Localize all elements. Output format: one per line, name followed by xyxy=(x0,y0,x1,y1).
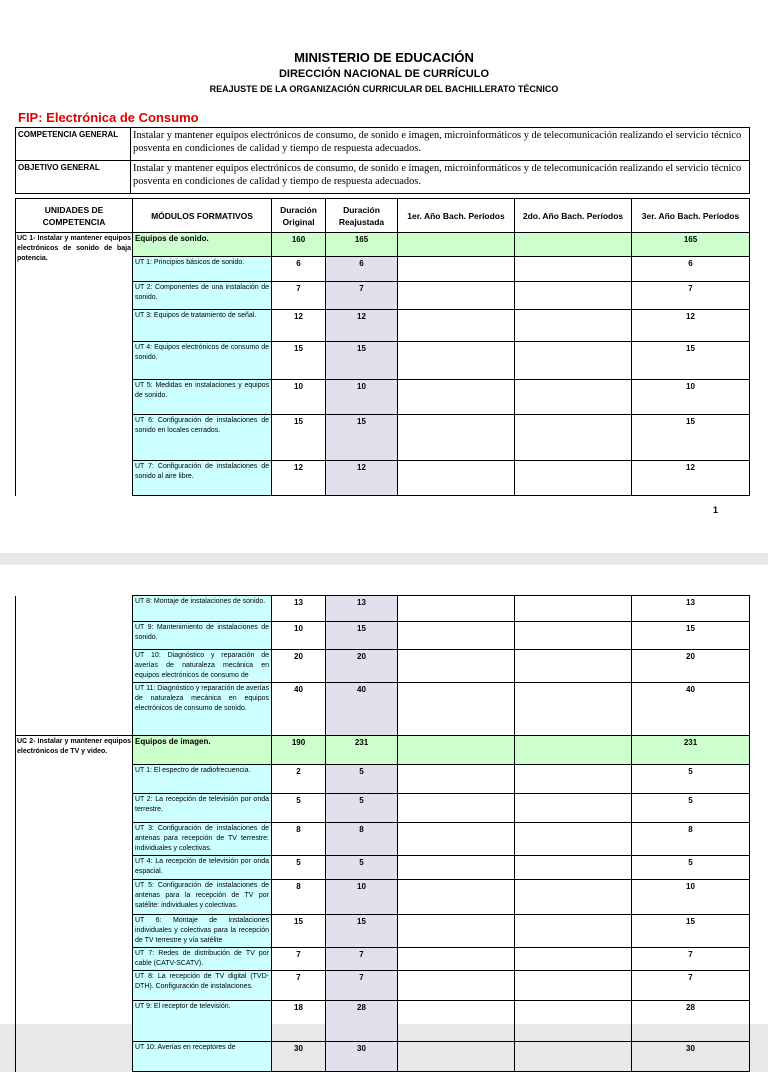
competencia-label: COMPETENCIA GENERAL xyxy=(16,128,131,161)
unit-rea: 10 xyxy=(326,380,398,415)
module-y3: 165 xyxy=(632,233,750,257)
unit-y2 xyxy=(515,380,632,415)
unit-y2 xyxy=(515,415,632,461)
page-number: 1 xyxy=(712,505,718,515)
unit-y2 xyxy=(515,971,632,1001)
unit-y3: 8 xyxy=(632,823,750,856)
unit-y3: 7 xyxy=(632,948,750,971)
unit-rea: 13 xyxy=(326,596,398,622)
unit-y2 xyxy=(515,650,632,683)
document-subtitle: REAJUSTE DE LA ORGANIZACIÓN CURRICULAR DEL BACHILLERATO TÉCNICO xyxy=(209,84,559,94)
unit-name: UT 5: Configuración de instalaciones de antenas para la recepción de TV por satélite: individuales y colectivas. xyxy=(133,880,272,915)
unit-y1 xyxy=(398,823,515,856)
unit-y2 xyxy=(515,948,632,971)
unit-y3: 5 xyxy=(632,856,750,880)
unit-name: UT 7: Redes de distribución de TV por cable (CATV-SCATV). xyxy=(133,948,272,971)
unit-row xyxy=(16,596,750,622)
objetivo-text: Instalar y mantener equipos electrónicos de consumo, de sonido e imagen, microinformáticos y de telecomunicación realizando el servicio técnico posventa en condiciones de calidad y tiempo de respuesta adecuados. xyxy=(131,161,750,194)
unit-name: UT 10: Averías en receptores de xyxy=(133,1042,272,1072)
unit-y2 xyxy=(515,794,632,823)
module-name: Equipos de sonido. xyxy=(133,233,272,257)
unit-orig: 7 xyxy=(272,971,326,1001)
unit-orig: 30 xyxy=(272,1042,326,1072)
unit-y1 xyxy=(398,342,515,380)
unit-name: UT 6: Configuración de instalaciones de sonido en locales cerrados. xyxy=(133,415,272,461)
uc-label: UC 2- Instalar y mantener equipos electrónicos de TV y video. xyxy=(16,736,133,1072)
module-name: Equipos de imagen. xyxy=(133,736,272,765)
col-header-y3: 3er. Año Bach. Períodos xyxy=(632,199,750,233)
competencia-row xyxy=(16,128,750,161)
unit-orig: 10 xyxy=(272,622,326,650)
module-y1 xyxy=(398,736,515,765)
unit-y1 xyxy=(398,794,515,823)
unit-y2 xyxy=(515,1042,632,1072)
unit-rea: 28 xyxy=(326,1001,398,1042)
unit-y2 xyxy=(515,1001,632,1042)
unit-y3: 7 xyxy=(632,971,750,1001)
unit-name: UT 7: Configuración de instalaciones de sonido al aire libre. xyxy=(133,461,272,496)
unit-y1 xyxy=(398,948,515,971)
objetivo-label: OBJETIVO GENERAL xyxy=(16,161,131,194)
unit-rea: 12 xyxy=(326,310,398,342)
unit-y2 xyxy=(515,461,632,496)
unit-y1 xyxy=(398,282,515,310)
unit-name: UT 8: Montaje de instalaciones de sonido. xyxy=(133,596,272,622)
unit-orig: 20 xyxy=(272,650,326,683)
module-y2 xyxy=(515,736,632,765)
unit-y3: 13 xyxy=(632,596,750,622)
unit-y1 xyxy=(398,380,515,415)
module-row xyxy=(16,736,750,765)
unit-y2 xyxy=(515,856,632,880)
unit-y1 xyxy=(398,880,515,915)
unit-y3: 10 xyxy=(632,880,750,915)
fip-title: FIP: Electrónica de Consumo xyxy=(18,110,199,125)
unit-rea: 5 xyxy=(326,794,398,823)
unit-rea: 15 xyxy=(326,415,398,461)
unit-y3: 30 xyxy=(632,1042,750,1072)
unit-rea: 12 xyxy=(326,461,398,496)
module-orig: 160 xyxy=(272,233,326,257)
unit-name: UT 10: Diagnóstico y reparación de averías de naturaleza mecánica en equipos electrónicos de consumo de xyxy=(133,650,272,683)
module-rea: 165 xyxy=(326,233,398,257)
unit-name: UT 3: Equipos de tratamiento de señal. xyxy=(133,310,272,342)
unit-y2 xyxy=(515,683,632,736)
unit-y3: 12 xyxy=(632,310,750,342)
unit-rea: 8 xyxy=(326,823,398,856)
unit-y2 xyxy=(515,823,632,856)
unit-rea: 15 xyxy=(326,622,398,650)
unit-y3: 6 xyxy=(632,257,750,282)
unit-y1 xyxy=(398,683,515,736)
unit-y1 xyxy=(398,650,515,683)
unit-rea: 5 xyxy=(326,856,398,880)
unit-orig: 7 xyxy=(272,948,326,971)
unit-name: UT 1: El espectro de radiofrecuencia. xyxy=(133,765,272,794)
unit-rea: 15 xyxy=(326,342,398,380)
header-row xyxy=(16,199,750,233)
unit-y2 xyxy=(515,342,632,380)
ministry-title: MINISTERIO DE EDUCACIÓN xyxy=(294,50,474,65)
unit-rea: 40 xyxy=(326,683,398,736)
unit-orig: 10 xyxy=(272,380,326,415)
unit-name: UT 1: Principios básicos de sonido. xyxy=(133,257,272,282)
unit-y2 xyxy=(515,282,632,310)
unit-rea: 20 xyxy=(326,650,398,683)
unit-rea: 7 xyxy=(326,948,398,971)
unit-y1 xyxy=(398,915,515,948)
unit-y3: 12 xyxy=(632,461,750,496)
unit-name: UT 4: La recepción de televisión por onda espacial. xyxy=(133,856,272,880)
directorate-title: DIRECCIÓN NACIONAL DE CURRÍCULO xyxy=(278,68,490,80)
unit-y2 xyxy=(515,596,632,622)
unit-y1 xyxy=(398,856,515,880)
unit-y3: 20 xyxy=(632,650,750,683)
unit-y1 xyxy=(398,971,515,1001)
unit-name: UT 2: La recepción de televisión por onda terrestre. xyxy=(133,794,272,823)
module-orig: 190 xyxy=(272,736,326,765)
unit-name: UT 9: Mantenimiento de instalaciones de sonido. xyxy=(133,622,272,650)
unit-y1 xyxy=(398,622,515,650)
unit-y3: 15 xyxy=(632,415,750,461)
unit-y2 xyxy=(515,765,632,794)
unit-orig: 5 xyxy=(272,794,326,823)
unit-orig: 13 xyxy=(272,596,326,622)
unit-y3: 15 xyxy=(632,915,750,948)
unit-orig: 12 xyxy=(272,310,326,342)
unit-orig: 7 xyxy=(272,282,326,310)
col-header-modulos: MÓDULOS FORMATIVOS xyxy=(133,199,272,233)
objetivo-row xyxy=(16,161,750,194)
unit-y3: 5 xyxy=(632,765,750,794)
unit-y3: 5 xyxy=(632,794,750,823)
unit-y1 xyxy=(398,596,515,622)
unit-orig: 12 xyxy=(272,461,326,496)
unit-y1 xyxy=(398,310,515,342)
unit-name: UT 4: Equipos electrónicos de consumo de sonido. xyxy=(133,342,272,380)
unit-y3: 15 xyxy=(632,622,750,650)
uc-continuation xyxy=(16,596,133,736)
unit-orig: 2 xyxy=(272,765,326,794)
unit-rea: 30 xyxy=(326,1042,398,1072)
col-header-y2: 2do. Año Bach. Períodos xyxy=(515,199,632,233)
curriculum-table-page-2 xyxy=(15,595,750,1072)
competence-table xyxy=(15,127,750,194)
unit-name: UT 3: Configuración de instalaciones de antenas para recepción de TV terrestre: individuales y colectivas. xyxy=(133,823,272,856)
unit-orig: 5 xyxy=(272,856,326,880)
unit-y1 xyxy=(398,461,515,496)
unit-y3: 10 xyxy=(632,380,750,415)
unit-rea: 7 xyxy=(326,282,398,310)
unit-orig: 15 xyxy=(272,915,326,948)
curriculum-table-page-1 xyxy=(15,198,750,496)
unit-name: UT 2: Componentes de una instalación de sonido. xyxy=(133,282,272,310)
unit-name: UT 9: El receptor de televisión. xyxy=(133,1001,272,1042)
unit-y3: 28 xyxy=(632,1001,750,1042)
competencia-text: Instalar y mantener equipos electrónicos de consumo, de sonido e imagen, microinformáticos y de telecomunicación realizando el servicio técnico posventa en condiciones de calidad y tiempo de respuesta adecuados. xyxy=(131,128,750,161)
uc-label: UC 1- Instalar y mantener equipos electrónicos de sonido de baja potencia. xyxy=(16,233,133,496)
col-header-uc: UNIDADES DE COMPETENCIA xyxy=(16,199,133,233)
module-row xyxy=(16,233,750,257)
module-y1 xyxy=(398,233,515,257)
unit-orig: 8 xyxy=(272,880,326,915)
unit-rea: 5 xyxy=(326,765,398,794)
unit-orig: 15 xyxy=(272,415,326,461)
unit-y1 xyxy=(398,415,515,461)
unit-y1 xyxy=(398,1001,515,1042)
unit-y2 xyxy=(515,310,632,342)
unit-name: UT 8: La recepción de TV digital (TVD-DTH). Configuración de instalaciones. xyxy=(133,971,272,1001)
module-y2 xyxy=(515,233,632,257)
unit-y1 xyxy=(398,257,515,282)
col-header-y1: 1er. Año Bach. Períodos xyxy=(398,199,515,233)
unit-orig: 40 xyxy=(272,683,326,736)
unit-y1 xyxy=(398,1042,515,1072)
unit-y2 xyxy=(515,915,632,948)
page-2 xyxy=(0,565,768,1053)
unit-rea: 7 xyxy=(326,971,398,1001)
col-header-rea: Duración Reajustada xyxy=(326,199,398,233)
col-header-orig: Duración Original xyxy=(272,199,326,233)
unit-name: UT 11: Diagnóstico y reparación de averías de naturaleza mecánica en equipos electrónicos de consumo de sonido. xyxy=(133,683,272,736)
module-rea: 231 xyxy=(326,736,398,765)
unit-y2 xyxy=(515,622,632,650)
unit-y1 xyxy=(398,765,515,794)
unit-orig: 15 xyxy=(272,342,326,380)
unit-y2 xyxy=(515,257,632,282)
unit-orig: 6 xyxy=(272,257,326,282)
unit-y3: 15 xyxy=(632,342,750,380)
unit-rea: 6 xyxy=(326,257,398,282)
unit-rea: 10 xyxy=(326,880,398,915)
unit-name: UT 6: Montaje de instalaciones individuales y colectivas para la recepción de TV terrestre y vía satélite xyxy=(133,915,272,948)
unit-y2 xyxy=(515,880,632,915)
unit-orig: 8 xyxy=(272,823,326,856)
unit-orig: 18 xyxy=(272,1001,326,1042)
unit-y3: 40 xyxy=(632,683,750,736)
module-y3: 231 xyxy=(632,736,750,765)
unit-y3: 7 xyxy=(632,282,750,310)
unit-rea: 15 xyxy=(326,915,398,948)
unit-name: UT 5: Medidas en instalaciones y equipos de sonido. xyxy=(133,380,272,415)
